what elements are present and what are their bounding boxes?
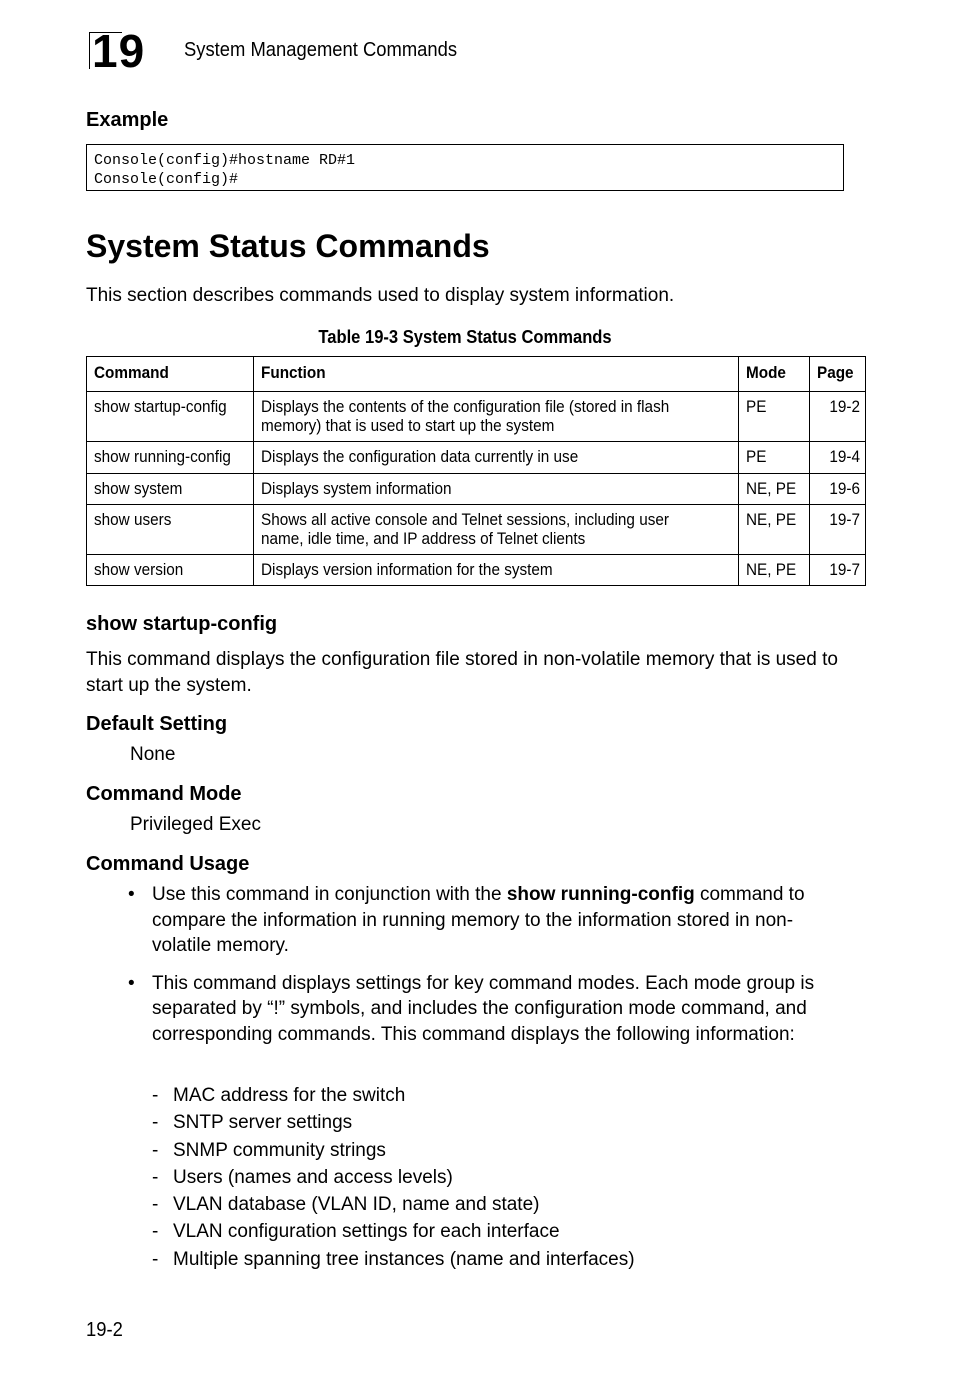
table-cell: show version: [87, 555, 254, 586]
list-item: - Users (names and access levels): [152, 1166, 453, 1188]
table-header-cell: Function: [254, 357, 739, 392]
table-row: [87, 474, 866, 505]
table-cell: show system: [87, 474, 254, 505]
table-row: [87, 442, 866, 474]
table-cell: show users: [87, 505, 254, 555]
section-title: System Status Commands: [86, 228, 490, 264]
table-cell: PE: [739, 392, 810, 442]
table-cell: 19-6: [809, 474, 865, 505]
table-header-row: [87, 357, 866, 392]
code-example: [86, 144, 844, 191]
table-cell: Displays the configuration data currently in use: [254, 442, 739, 474]
list-item: • This command displays settings for key command modes. Each mode group is separated by “!” symbols, and includes the configuration mode command, and corresponding commands. This command displays the following information:: [128, 972, 815, 1045]
table-row: [87, 555, 866, 586]
code-line: Console(config)#: [94, 171, 239, 188]
chapter-number: 19: [92, 25, 146, 77]
table-row: [87, 392, 866, 442]
default-setting-heading: Default Setting: [86, 713, 228, 735]
code-line: Console(config)#hostname RD#1: [94, 152, 356, 169]
list-item: - VLAN database (VLAN ID, name and state): [152, 1194, 540, 1216]
command-mode-heading: Command Mode: [86, 783, 242, 805]
table-cell: NE, PE: [739, 555, 810, 586]
table-header-cell: Page: [809, 357, 865, 392]
info-list: [150, 1082, 635, 1273]
list-item: • Use this command in conjunction with the show running-config command to compare the information in running memory to the information stored in non-volatile memory.: [128, 884, 805, 956]
command-usage-heading: Command Usage: [86, 853, 250, 875]
table-cell: NE, PE: [739, 505, 810, 555]
chapter-title: System Management Commands: [184, 39, 458, 61]
bullet: •: [128, 972, 135, 994]
page-number: 19-2: [86, 1319, 123, 1341]
table-cell: Displays the contents of the configuration file (stored in flash memory) that is used to start up the system: [254, 392, 739, 442]
list-item: - SNMP community strings: [152, 1139, 386, 1161]
command-heading: show startup-config: [86, 613, 278, 635]
table-cell: PE: [739, 442, 810, 474]
table-caption: Table 19-3 System Status Commands: [318, 327, 612, 347]
commands-table: [86, 356, 866, 586]
table-cell: 19-7: [809, 555, 865, 586]
table-cell: show running-config: [87, 442, 254, 474]
table-cell: 19-7: [809, 505, 865, 555]
table-cell: show startup-config: [87, 392, 254, 442]
command-description: This command displays the configuration file stored in non-volatile memory that is used to start up the system.: [86, 649, 838, 696]
table-cell: 19-4: [809, 442, 865, 474]
table-cell: NE, PE: [739, 474, 810, 505]
table-header-cell: Mode: [739, 357, 810, 392]
usage-list: [128, 882, 844, 1059]
list-item: - MAC address for the switch: [152, 1085, 406, 1106]
table-cell: Shows all active console and Telnet sessions, including user name, idle time, and IP address of Telnet clients: [254, 505, 739, 555]
table-row: [87, 505, 866, 555]
list-item: - VLAN configuration settings for each interface: [152, 1221, 560, 1243]
table-cell: Displays version information for the system: [254, 555, 739, 586]
command-mode-value: Privileged Exec: [130, 814, 261, 835]
default-setting-value: None: [130, 744, 176, 765]
example-heading: Example: [86, 109, 169, 131]
list-item: - Multiple spanning tree instances (name and interfaces): [152, 1248, 635, 1270]
table-cell: Displays system information: [254, 474, 739, 505]
table-cell: 19-2: [809, 392, 865, 442]
list-item: - SNTP server settings: [152, 1112, 353, 1134]
bullet: •: [128, 884, 135, 905]
table-header-cell: Command: [87, 357, 254, 392]
command-reference: show running-config: [506, 884, 695, 905]
section-intro: This section describes commands used to display system information.: [86, 285, 675, 306]
